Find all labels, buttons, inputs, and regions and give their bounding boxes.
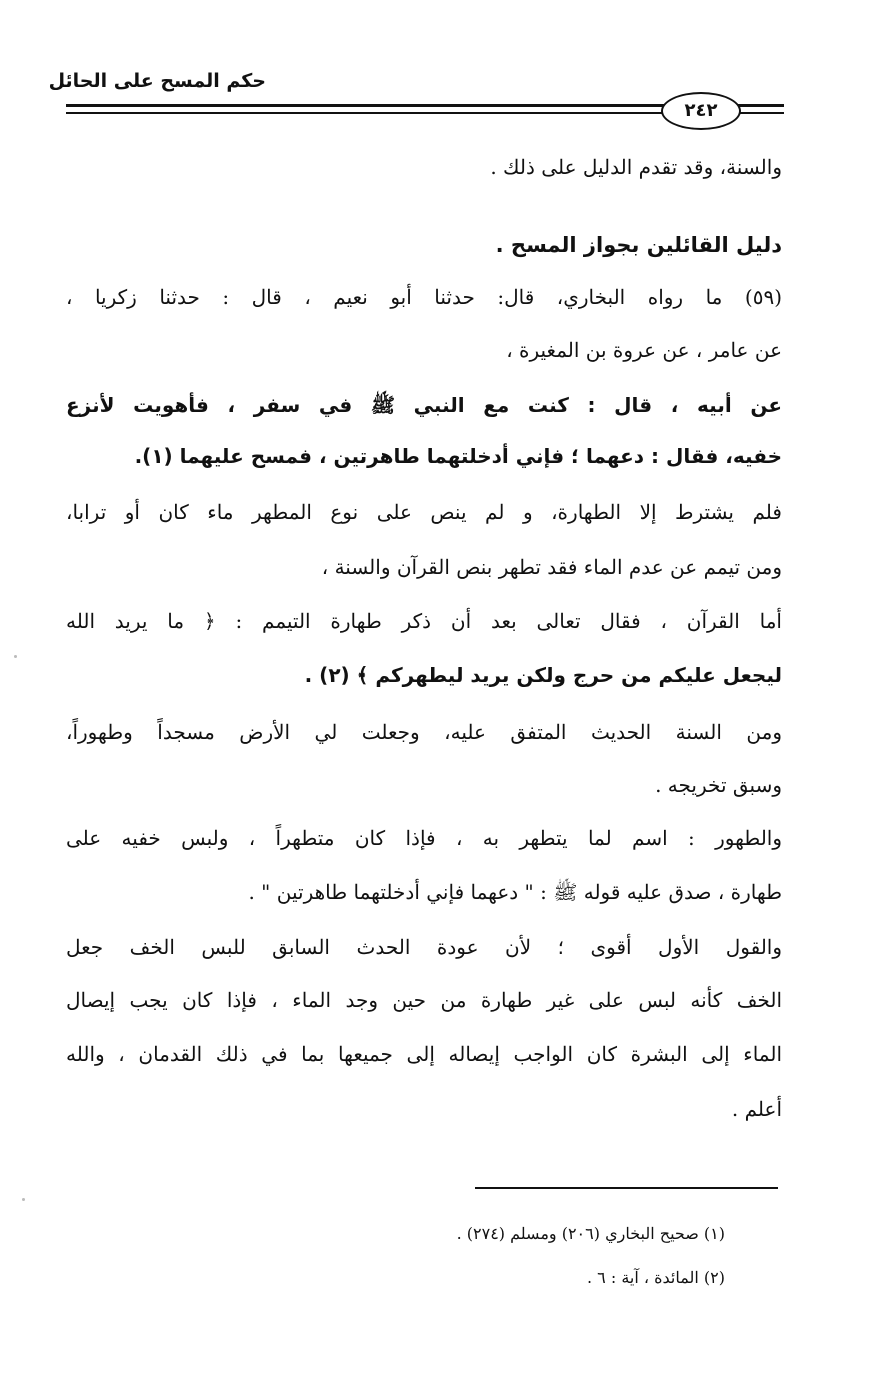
body-line: الماء إلى البشرة كان الواجب إيصاله إلى جميعها بما في ذلك القدمان ، والله [66,1042,782,1066]
header-rule [66,100,784,124]
header-rule-line [66,104,664,107]
hadith-line: خفيه، فقال : دعهما ؛ فإني أدخلتهما طاهرتين ، فمسح عليهما (١). [134,444,782,468]
header-rule-line [736,112,784,114]
body-line: والقول الأول أقوى ؛ لأن عودة الحدث السابق للبس الخف جعل [66,935,782,959]
body-line: والطهور : اسم لما يتطهر به ، فإذا كان متطهراً ، ولبس خفيه على [66,826,782,850]
body-line: (٥٩) ما رواه البخاري، قال: حدثنا أبو نعيم ، قال : حدثنا زكريا ، [66,285,782,309]
body-line: عن عامر ، عن عروة بن المغيرة ، [506,338,782,362]
footnote: (٢) المائدة ، آية : ٦ . [587,1268,725,1287]
body-line: أعلم . [731,1097,782,1121]
body-line: الخف كأنه لبس على غير طهارة من حين وجد الماء ، فإذا كان يجب إيصال [66,988,782,1012]
hadith-line: عن أبيه ، قال : كنت مع النبي ﷺ في سفر ، فأهويت لأنزع [66,393,782,417]
body-line: وسبق تخريجه . [655,773,782,797]
section-heading: دليل القائلين بجواز المسح . [495,233,782,257]
body-line: والسنة، وقد تقدم الدليل على ذلك . [490,155,782,179]
page-number: ٢٤٢ [661,92,741,130]
scan-speck [22,1198,25,1201]
body-line: ومن تيمم عن عدم الماء فقد تطهر بنص القرآن والسنة ، [321,555,782,579]
body-line: ومن السنة الحديث المتفق عليه، وجعلت لي الأرض مسجداً وطهوراً، [66,720,782,744]
footnote-rule [475,1187,778,1189]
quran-verse-line: ليجعل عليكم من حرج ولكن يريد ليطهركم ﴾ (٢) . [304,663,782,687]
body-line: فلم يشترط إلا الطهارة، و لم ينص على نوع المطهر ماء كان أو ترابا، [66,500,782,524]
header-rule-line [736,104,784,107]
header-rule-line [66,112,664,114]
scan-speck [14,655,17,658]
body-line: أما القرآن ، فقال تعالى بعد أن ذكر طهارة التيمم : ﴿ ما يريد الله [66,609,782,633]
running-title: حكم المسح على الحائل [48,70,266,92]
footnote: (١) صحيح البخاري (٢٠٦) ومسلم (٢٧٤) . [456,1224,725,1243]
body-line: طهارة ، صدق عليه قوله ﷺ : " دعهما فإني أدخلتهما طاهرتين " . [248,880,782,904]
